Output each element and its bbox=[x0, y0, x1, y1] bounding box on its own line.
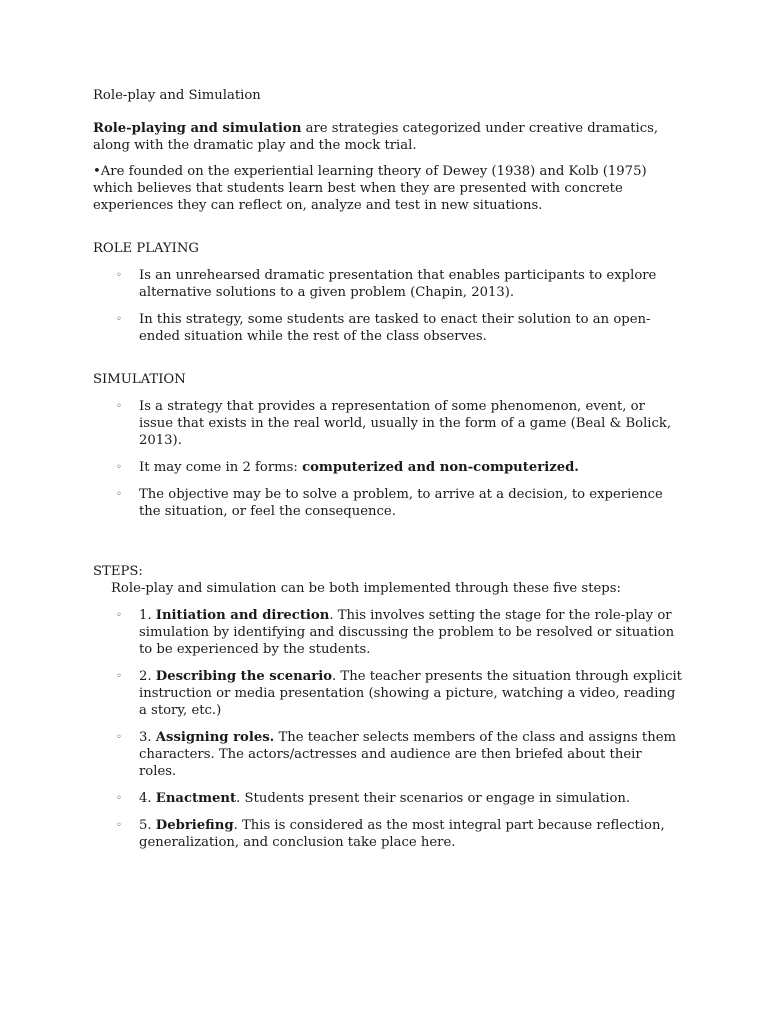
role-playing-list bbox=[93, 267, 683, 345]
circle-bullet-icon: ◦ bbox=[116, 732, 122, 743]
step-item bbox=[93, 817, 683, 851]
steps-heading: STEPS: bbox=[93, 564, 143, 579]
step-title: Initiation and direction bbox=[155, 608, 330, 623]
simulation-list bbox=[93, 398, 683, 520]
list-item bbox=[93, 311, 683, 345]
document-page bbox=[93, 87, 683, 851]
step-item bbox=[93, 790, 683, 807]
step-number: 4. bbox=[139, 791, 156, 806]
step-item bbox=[93, 607, 683, 658]
circle-bullet-icon: ◦ bbox=[116, 314, 122, 325]
simulation-heading: SIMULATION bbox=[93, 372, 186, 387]
step-number: 1. bbox=[139, 608, 156, 623]
circle-bullet-icon: ◦ bbox=[116, 489, 122, 500]
step-text: . The teacher presents the situation through explicit instruction or media presentation (showing a picture, watching a video, reading a story, etc.) bbox=[139, 669, 682, 718]
steps-intro: Role-play and simulation can be both implemented through these five steps: bbox=[111, 581, 621, 596]
list-item-text: It may come in 2 forms: bbox=[139, 460, 303, 475]
circle-bullet-icon: ◦ bbox=[116, 401, 122, 412]
step-text: . This is considered as the most integral part because reflection, generalization, and conclusion take place here. bbox=[139, 818, 665, 850]
list-item-text: Is a strategy that provides a representation of some phenomenon, event, or issue that exists in the real world, usually in the form of a game (Beal & Bolick, 2013). bbox=[139, 399, 672, 448]
intro-text: are strategies categorized under creative dramatics, along with the dramatic play and the mock trial. bbox=[93, 121, 659, 153]
intro-bold-term: Role-playing and simulation bbox=[93, 121, 302, 136]
spacer bbox=[93, 520, 683, 563]
list-item bbox=[93, 486, 683, 520]
document-title: Role-play and Simulation bbox=[93, 88, 261, 103]
intro-paragraph bbox=[93, 120, 683, 154]
step-title: Describing the scenario bbox=[155, 669, 333, 684]
step-item bbox=[93, 729, 683, 780]
step-text: . Students present their scenarios or engage in simulation. bbox=[236, 791, 631, 806]
step-number: 5. bbox=[139, 818, 156, 833]
steps-list bbox=[93, 607, 683, 851]
step-title: Debriefing bbox=[155, 818, 234, 833]
circle-bullet-icon: ◦ bbox=[116, 610, 122, 621]
circle-bullet-icon: ◦ bbox=[116, 793, 122, 804]
step-text: The teacher selects members of the class and assigns them characters. The actors/actresses and audience are then briefed about their roles. bbox=[139, 730, 677, 779]
circle-bullet-icon: ◦ bbox=[116, 671, 122, 682]
step-text: . This involves setting the stage for the role-play or simulation by identifying and discussing the problem to be resolved or situation to be experienced by the students. bbox=[139, 608, 675, 657]
circle-bullet-icon: ◦ bbox=[116, 270, 122, 281]
circle-bullet-icon: ◦ bbox=[116, 462, 122, 473]
list-item bbox=[93, 267, 683, 301]
step-title: Assigning roles. bbox=[155, 730, 275, 745]
list-item-text: Is an unrehearsed dramatic presentation that enables participants to explore alternative solutions to a given problem (Chapin, 2013). bbox=[139, 268, 657, 300]
step-title: Enactment bbox=[155, 791, 237, 806]
role-playing-heading: ROLE PLAYING bbox=[93, 241, 199, 256]
list-item bbox=[93, 398, 683, 449]
list-item-bold: computerized and non-computerized. bbox=[302, 460, 579, 475]
circle-bullet-icon: ◦ bbox=[116, 820, 122, 831]
step-number: 2. bbox=[139, 669, 156, 684]
spacer bbox=[93, 345, 683, 371]
list-item-text: The objective may be to solve a problem, to arrive at a decision, to experience the situation, or feel the consequence. bbox=[139, 487, 663, 519]
founded-paragraph: •Are founded on the experiential learning theory of Dewey (1938) and Kolb (1975) which believes that students learn best when they are presented with concrete experiences they can reflect on, analyze and test in new situations. bbox=[93, 164, 647, 213]
list-item-text: In this strategy, some students are tasked to enact their solution to an open-ended situation while the rest of the class observes. bbox=[139, 312, 651, 344]
step-item bbox=[93, 668, 683, 719]
list-item bbox=[93, 459, 683, 476]
step-number: 3. bbox=[139, 730, 156, 745]
